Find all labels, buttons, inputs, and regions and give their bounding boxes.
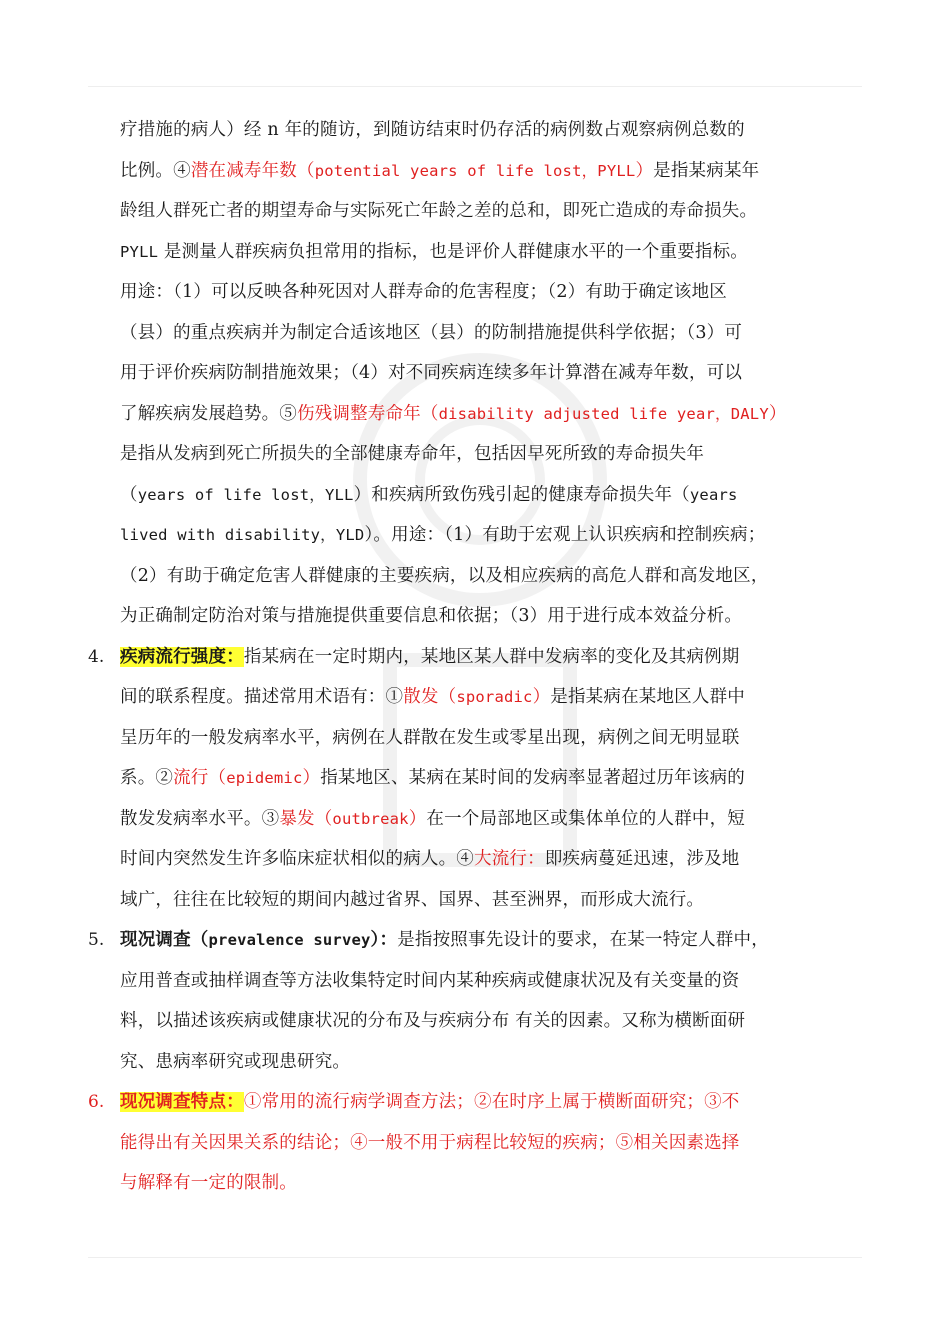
text-line: 比例。④潜在减寿年数（potential years of life lost，PYLL）是指某病某年 (120, 160, 760, 181)
text-line: 系。②流行（epidemic）指某地区、某病在某时间的发病率显著超过历年该病的 (120, 768, 745, 788)
item-number: 4. (88, 646, 105, 667)
text-line: 域广，往往在比较短的期间内越过省界、国界、甚至洲界，而形成大流行。 (120, 889, 705, 910)
text-line: 疗措施的病人）经 n 年的随访，到随访结束时仍存活的病例数占观察病例总数的 (120, 120, 745, 140)
text-line: 疾病流行强度：指某病在一定时期内，某地区某人群中发病率的变化及其病例期 (120, 646, 740, 667)
text-line: 时间内突然发生许多临床症状相似的病人。④大流行：即疾病蔓延迅速，涉及地 (120, 849, 740, 869)
term-daly: 伤残调整寿命年（ (297, 403, 439, 424)
text-line: 散发发病率水平。③暴发（outbreak）在一个局部地区或集体单位的人群中，短 (120, 808, 745, 829)
list-item-5 (88, 920, 868, 1082)
footer-rule (88, 1257, 862, 1258)
text-line: 为正确制定防治对策与措施提供重要信息和依据；（3）用于进行成本效益分析。 (120, 606, 743, 626)
text-line: 究、患病率研究或现患研究。 (120, 1051, 351, 1072)
text-line: 间的联系程度。描述常用术语有：①散发（sporadic）是指某病在某地区人群中 (120, 687, 745, 707)
text-line: 用于评价疾病防制措施效果；（4）对不同疾病连续多年计算潜在减寿年数，可以 (120, 363, 743, 383)
term-highlight: 现况调查特点： (120, 1092, 244, 1112)
text-line: （years of life lost，YLL）和疾病所致伤残引起的健康寿命损失年（years (120, 484, 738, 505)
document-body (88, 110, 868, 1204)
text-line: 现况调查（prevalence survey）：是指按照事先设计的要求，在某一特定人群中， (120, 930, 769, 950)
text-line: 用途：（1）可以反映各种死因对人群寿命的危害程度；（2）有助于确定该地区 (120, 282, 727, 302)
continuation-paragraph (88, 110, 868, 637)
item-number: 6. (88, 1092, 105, 1112)
text-line: 是指从发病到死亡所损失的全部健康寿命年，包括因早死所致的寿命损失年 (120, 444, 705, 464)
text-line: 料，以描述该疾病或健康状况的分布及与疾病分布 有关的因素。又称为横断面研 (120, 1011, 746, 1031)
text-line: PYLL 是测量人群疾病负担常用的指标，也是评价人群健康水平的一个重要指标。 (120, 241, 749, 262)
term-pyll: 潜在减寿年数（ (190, 160, 315, 181)
item-number: 5. (88, 930, 105, 950)
text-line: lived with disability，YLD）。用途：（1）有助于宏观上认识疾病和控制疾病； (120, 525, 766, 545)
text-line: 能得出有关因果关系的结论；④一般不用于病程比较短的疾病；⑤相关因素选择 (120, 1132, 740, 1153)
text-line: 了解疾病发展趋势。⑤伤残调整寿命年（disability adjusted life year，DALY） (120, 403, 787, 424)
text-line: 呈历年的一般发病率水平，病例在人群散在发生或零星出现，病例之间无明显联 (120, 727, 740, 748)
header-rule (88, 86, 862, 87)
list-item-4 (88, 637, 868, 921)
term-highlight: 疾病流行强度： (120, 646, 244, 667)
text-line: （2）有助于确定危害人群健康的主要疾病，以及相应疾病的高危人群和高发地区， (120, 565, 769, 586)
list-item-6 (88, 1082, 868, 1204)
text-line: 应用普查或抽样调查等方法收集特定时间内某种疾病或健康状况及有关变量的资 (120, 970, 740, 991)
text-line: （县）的重点疾病并为制定合适该地区（县）的防制措施提供科学依据；（3）可 (120, 322, 743, 343)
text-line: 龄组人群死亡者的期望寿命与实际死亡年龄之差的总和，即死亡造成的寿命损失。 (120, 201, 758, 221)
term-bold: 现况调查（ (120, 930, 209, 950)
text-line: 与解释有一定的限制。 (120, 1173, 297, 1193)
text-line: 现况调查特点：①常用的流行病学调查方法；②在时序上属于横断面研究；③不 (120, 1092, 740, 1112)
